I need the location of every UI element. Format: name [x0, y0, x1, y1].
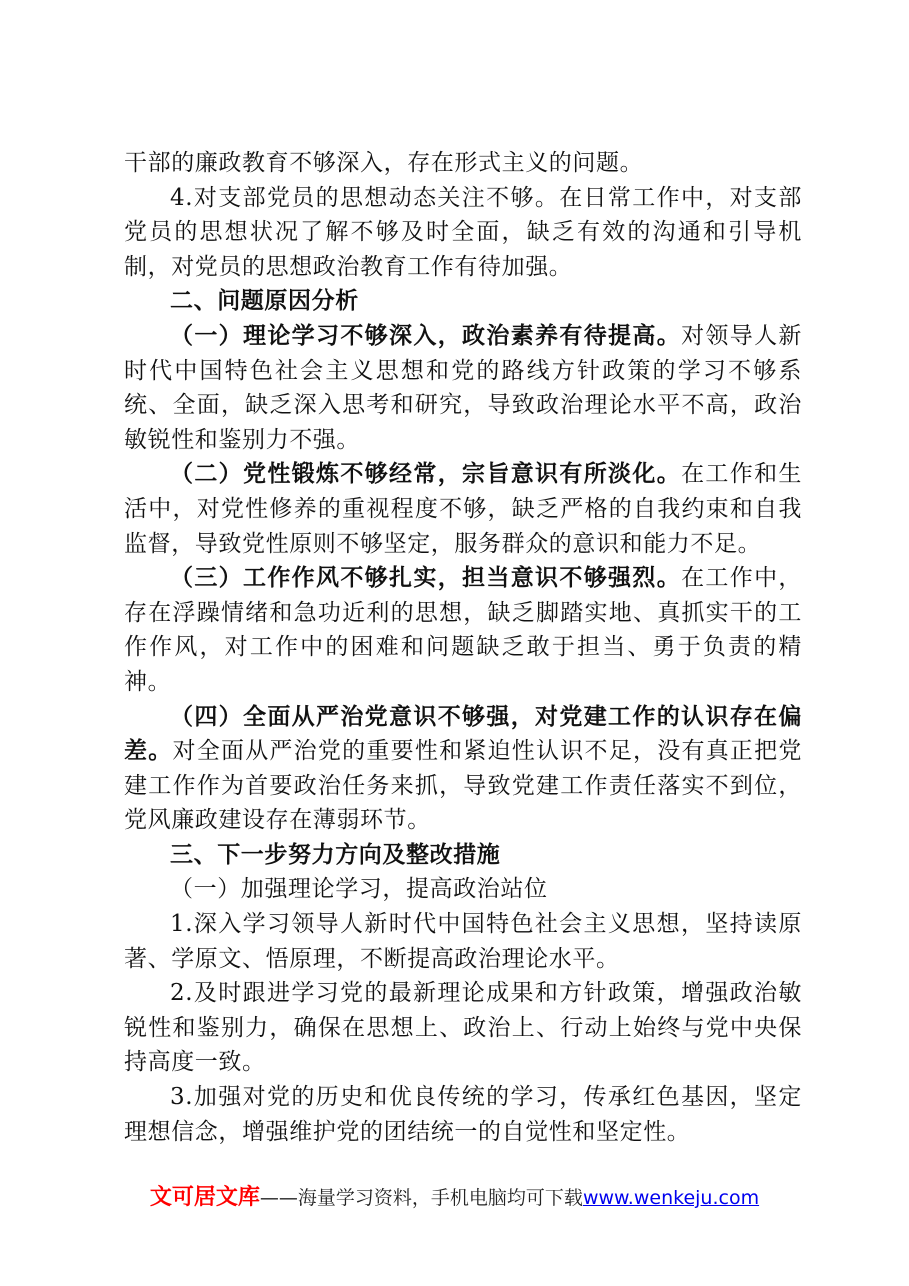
measure-item-2: 2.及时跟进学习党的最新理论成果和方针政策，增强政治敏锐性和鉴别力，确保在思想上、政治上、行动上始终与党中央保持高度一致。	[124, 980, 802, 1076]
analysis-3-body: 在工作中，存在浮躁情绪和急功近利的思想，缺乏脚踏实地、真抓实干的工作作风，对工作中的困难和问题缺乏敢于担当、勇于负责的精神。	[124, 565, 803, 695]
analysis-2-lead: （二）党性锻炼不够经常，宗旨意识有所淡化。	[170, 460, 682, 488]
footer-tagline: ——海量学习资料，手机电脑均可下载	[259, 1187, 583, 1209]
analysis-1-body: 对领导人新时代中国特色社会主义思想和党的路线方针政策的学习不够系统、全面，缺乏深入思考和研究，导致政治理论水平不高，政治敏锐性和鉴别力不强。	[124, 322, 803, 453]
subsection-title-1: （一）加强理论学习，提高政治站位	[170, 876, 548, 903]
footer-link[interactable]: www.wenkeju.com	[582, 1187, 760, 1209]
paragraph-continued: 干部的廉政教育不够深入，存在形式主义的问题。	[124, 150, 644, 176]
analysis-paragraph-4	[124, 700, 802, 838]
footer-brand: 文可居文库	[149, 1185, 260, 1210]
section-heading-analysis: 二、问题原因分析	[170, 288, 359, 315]
paragraph-item-4: 4.对支部党员的思想动态关注不够。在日常工作中，对支部党员的思想状况了解不够及时全面，缺乏有效的沟通和引导机制，对党员的思想政治教育工作有待加强。	[124, 184, 802, 280]
analysis-paragraph-1	[124, 319, 802, 457]
measure-item-1: 1.深入学习领导人新时代中国特色社会主义思想，坚持读原著、学原文、悟原理，不断提高政治理论水平。	[124, 911, 802, 972]
measure-item-3: 3.加强对党的历史和优良传统的学习，传承红色基因，坚定理想信念，增强维护党的团结统一的自觉性和坚定性。	[124, 1084, 802, 1145]
analysis-1-lead: （一）理论学习不够深入，政治素养有待提高。	[170, 321, 682, 349]
section-heading-next-steps: 三、下一步努力方向及整改措施	[170, 841, 501, 868]
analysis-4-lead: （四）全面从严治党意识不够强，对党建工作的认识存在偏差。	[124, 702, 802, 765]
footer-banner	[0, 1180, 909, 1211]
analysis-4-body: 对全面从严治党的重要性和紧迫性认识不足，没有真正把党建工作作为首要政治任务来抓，导致党建工作责任落实不到位，党风廉政建设存在薄弱环节。	[124, 738, 802, 834]
analysis-paragraph-2	[124, 457, 802, 561]
analysis-3-lead: （三）工作作风不够扎实，担当意识不够强烈。	[170, 564, 682, 592]
document-body	[124, 146, 802, 1149]
analysis-2-body: 在工作和生活中，对党性修养的重视程度不够，缺乏严格的自我约束和自我监督，导致党性原则不够坚定，服务群众的意识和能力不足。	[124, 461, 803, 557]
analysis-paragraph-3	[124, 561, 802, 699]
